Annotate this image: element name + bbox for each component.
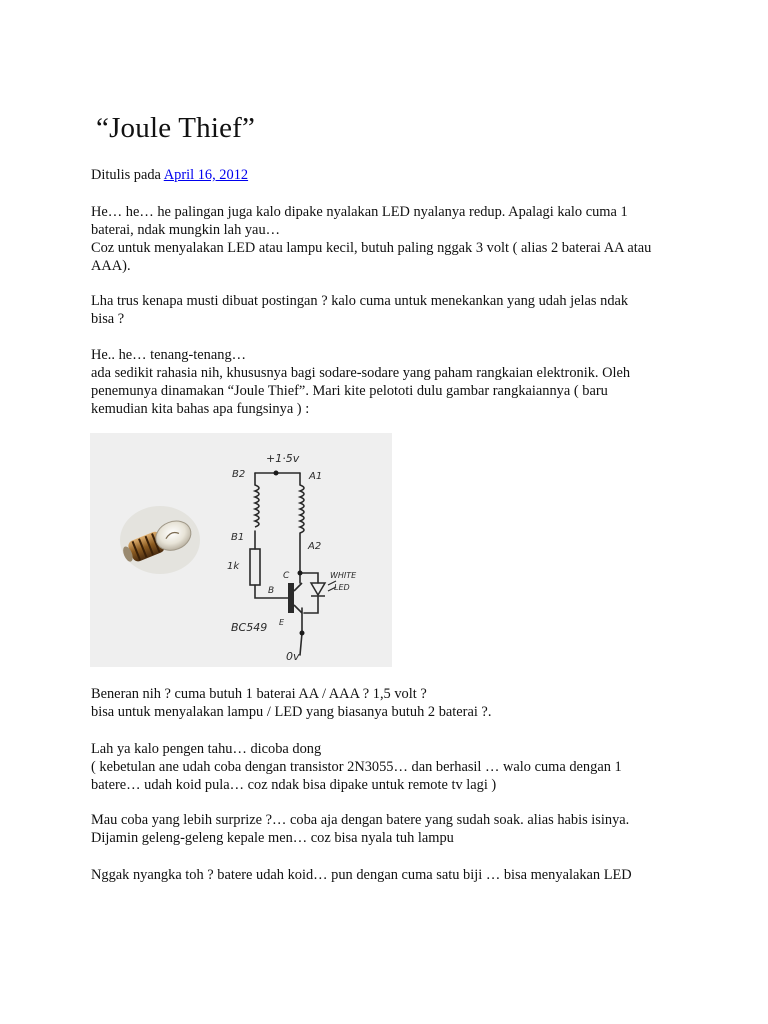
paragraph-3 — [91, 346, 691, 418]
collector-label: C — [283, 571, 290, 581]
circuit-photo — [90, 433, 392, 667]
led-label-line2: LED — [334, 583, 350, 592]
posted-on-label: Ditulis pada — [91, 167, 164, 183]
text-line: Beneran nih ? cuma butuh 1 baterai AA / AAA ? 1,5 volt ? — [91, 686, 427, 702]
text-line: kemudian kita bahas apa fungsinya ) : — [91, 401, 310, 417]
text-line: Mau coba yang lebih surprize ?… coba aja dengan batere yang sudah soak. alias habis isinya. — [91, 812, 630, 828]
article-title: “Joule Thief” — [96, 112, 256, 144]
joule-thief-circuit-diagram — [90, 433, 392, 667]
paragraph-4 — [91, 685, 691, 721]
paragraph-2 — [91, 292, 691, 328]
post-meta — [91, 166, 691, 184]
coil-b2-label: B2 — [232, 469, 246, 480]
paragraph-7 — [91, 866, 691, 884]
text-line: Lah ya kalo pengen tahu… dicoba dong — [91, 741, 322, 757]
coil-b2 — [255, 485, 259, 527]
resistor-1k — [250, 549, 260, 585]
text-line: ( kebetulan ane udah coba dengan transistor 2N3055… dan berhasil … walo cuma dengan 1 — [91, 759, 622, 775]
text-line: penemunya dinamakan “Joule Thief”. Mari kite pelototi dulu gambar rangkaiannya ( baru — [91, 383, 608, 399]
coil-a1-a2 — [300, 485, 304, 533]
text-line: He.. he… tenang-tenang… — [91, 347, 247, 363]
text-line: Lha trus kenapa musti dibuat postingan ? kalo cuma untuk menekankan yang udah jelas ndak — [91, 293, 629, 309]
paragraph-6 — [91, 811, 691, 847]
text-line: ada sedikit rahasia nih, khususnya bagi sodare-sodare yang paham rangkaian elektronik. Oleh — [91, 365, 631, 381]
led-label-line1: WHITE — [330, 571, 357, 580]
text-line: Coz untuk menyalakan LED atau lampu kecil, butuh paling nggak 3 volt ( alias 2 baterai AA atau — [91, 240, 652, 256]
base-label: B — [268, 586, 275, 596]
transistor-label: BC549 — [231, 621, 268, 634]
text-line: He… he… he palingan juga kalo dipake nyalakan LED nyalanya redup. Apalagi kalo cuma 1 — [91, 204, 628, 220]
paragraph-1 — [91, 203, 691, 275]
paragraph-5 — [91, 740, 691, 794]
post-date-link[interactable]: April 16, 2012 — [163, 167, 249, 183]
text-line: Nggak nyangka toh ? batere udah koid… pun dengan cuma satu biji … bisa menyalakan LED — [91, 867, 632, 883]
resistor-label: 1k — [227, 561, 240, 572]
coil-a2-label: A2 — [308, 541, 322, 552]
light-bulb-icon — [119, 506, 200, 574]
circuit-labels — [227, 452, 357, 663]
text-line: bisa untuk menyalakan lampu / LED yang biasanya butuh 2 baterai ?. — [91, 704, 492, 720]
text-line: Dijamin geleng-geleng kepale men… coz bisa nyala tuh lampu — [91, 830, 454, 846]
text-line: AAA). — [91, 258, 131, 274]
text-line: batere… udah koid pula… coz ndak bisa dipake untuk remote tv lagi ) — [91, 777, 497, 793]
emitter-label: E — [279, 618, 285, 627]
led-symbol — [311, 581, 336, 596]
text-line: bisa ? — [91, 311, 125, 327]
coil-a1-label: A1 — [309, 471, 323, 482]
coil-b1-label: B1 — [231, 532, 245, 543]
transistor-symbol — [288, 583, 302, 613]
supply-label: +1·5v — [266, 452, 300, 465]
ground-label: 0v — [286, 650, 300, 663]
text-line: baterai, ndak mungkin lah yau… — [91, 222, 281, 238]
